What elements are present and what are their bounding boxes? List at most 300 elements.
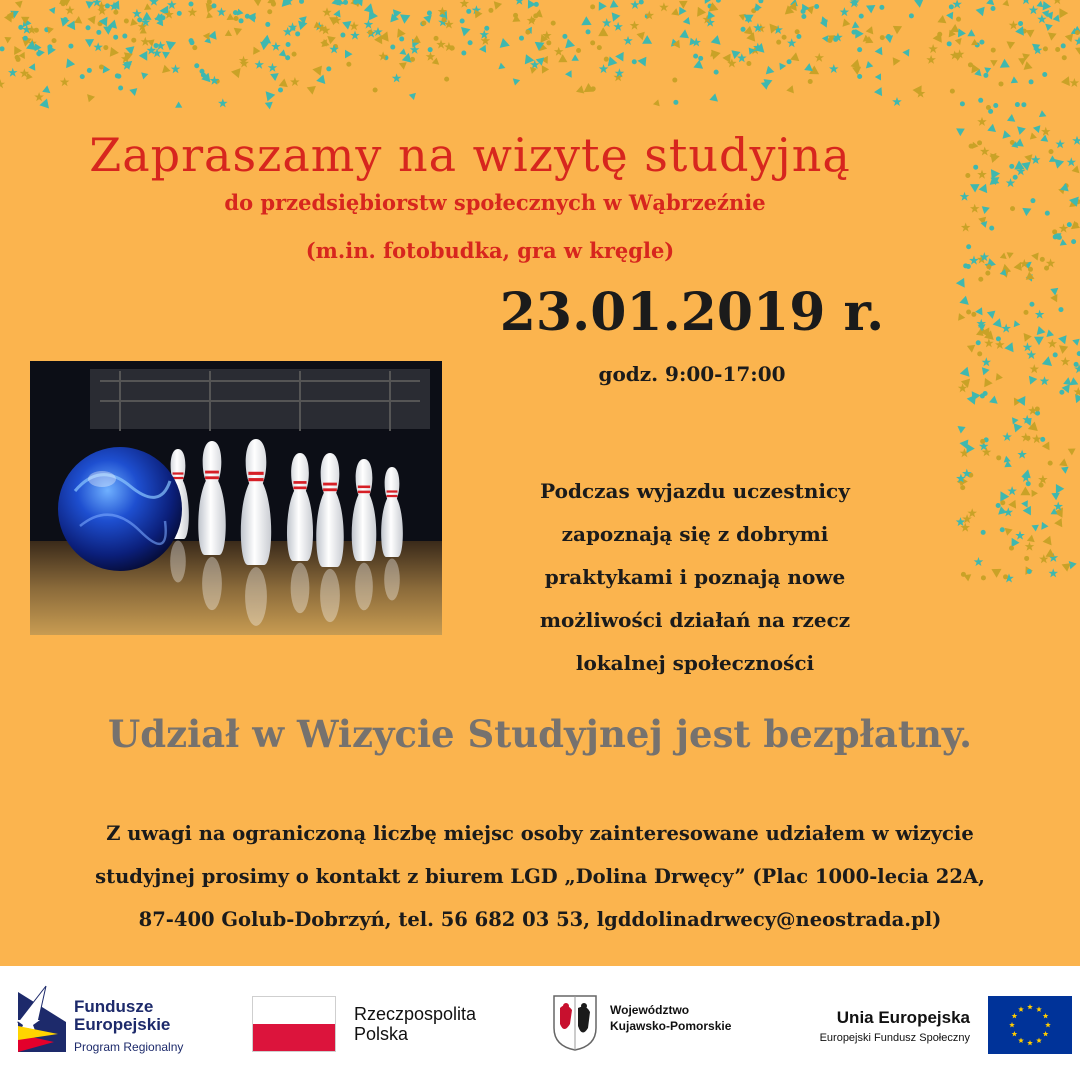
confetti-piece: [1015, 531, 1025, 540]
confetti-piece: [1004, 342, 1013, 352]
confetti-piece: [741, 27, 746, 32]
confetti-piece: [630, 21, 640, 30]
confetti-piece: [709, 93, 718, 101]
confetti-piece: [1002, 0, 1009, 6]
confetti-piece: [987, 311, 996, 319]
confetti-piece: [804, 63, 813, 71]
confetti-piece: [996, 336, 1001, 341]
confetti-piece: [80, 74, 85, 79]
description-line: lokalnej społeczności: [575, 651, 815, 675]
confetti-piece: [436, 40, 446, 49]
confetti-piece: [103, 65, 110, 73]
confetti-piece: [968, 62, 973, 67]
confetti-piece: [698, 56, 703, 61]
confetti-piece: [790, 52, 799, 61]
confetti-piece: [1025, 542, 1035, 551]
confetti-piece: [981, 575, 986, 580]
confetti-piece: [637, 57, 646, 67]
confetti-piece: [1002, 432, 1012, 441]
confetti-piece: [1038, 475, 1048, 484]
confetti-piece: [967, 395, 976, 405]
confetti-piece: [958, 426, 966, 434]
confetti-piece: [892, 97, 902, 106]
confetti-piece: [231, 68, 241, 78]
confetti-piece: [1027, 535, 1035, 542]
confetti-piece: [947, 41, 952, 46]
confetti-piece: [460, 18, 465, 23]
confetti-piece: [782, 35, 787, 40]
confetti-piece: [162, 52, 170, 59]
confetti-piece: [679, 7, 687, 15]
confetti-piece: [1074, 362, 1079, 367]
confetti-piece: [498, 63, 505, 70]
confetti-piece: [1043, 536, 1052, 546]
confetti-piece: [986, 264, 991, 269]
confetti-piece: [468, 40, 473, 45]
confetti-piece: [65, 5, 75, 14]
confetti-piece: [1000, 59, 1010, 68]
confetti-piece: [515, 0, 525, 5]
confetti-piece: [623, 36, 633, 45]
confetti-piece: [110, 47, 119, 57]
confetti-piece: [615, 52, 624, 62]
confetti-piece: [428, 47, 433, 52]
confetti-piece: [1021, 500, 1028, 507]
confetti-piece: [1012, 538, 1020, 547]
confetti-piece: [1049, 568, 1059, 577]
confetti-piece: [637, 32, 645, 40]
confetti-piece: [29, 63, 36, 70]
confetti-piece: [530, 18, 535, 23]
eu-flag: [988, 996, 1072, 1054]
confetti-piece: [1071, 221, 1080, 229]
confetti-piece: [1054, 518, 1062, 527]
confetti-piece: [8, 68, 18, 77]
kp-label-line: Województwo: [610, 1003, 690, 1017]
confetti-piece: [671, 8, 679, 16]
confetti-piece: [1040, 437, 1045, 442]
confetti-piece: [996, 373, 1003, 381]
confetti-piece: [711, 35, 721, 45]
confetti-piece: [956, 278, 965, 288]
contact-line: Z uwagi na ograniczoną liczbę miejsc osoby zainteresowane udziałem w wizycie: [106, 822, 974, 845]
confetti-piece: [977, 117, 987, 126]
confetti-piece: [513, 78, 520, 85]
confetti-piece: [737, 53, 747, 62]
confetti-piece: [852, 67, 861, 75]
free-participation-notice: Udział w Wizycie Studyjnej jest bezpłatny.: [107, 712, 973, 756]
confetti-piece: [787, 38, 797, 47]
confetti-piece: [1059, 8, 1068, 18]
confetti-piece: [255, 60, 265, 69]
confetti-piece: [1048, 33, 1057, 41]
confetti-piece: [1072, 165, 1080, 173]
confetti-piece: [103, 26, 113, 35]
confetti-piece: [171, 64, 181, 73]
confetti-piece: [993, 318, 1002, 327]
confetti-piece: [893, 57, 901, 65]
confetti-piece: [1023, 310, 1028, 315]
confetti-piece: [980, 147, 990, 156]
confetti-piece: [4, 37, 11, 43]
rp-label-line: Rzeczpospolita: [354, 1004, 477, 1024]
confetti-piece: [978, 98, 983, 103]
confetti-piece: [673, 100, 678, 105]
confetti-piece: [1032, 434, 1042, 443]
confetti-piece: [316, 75, 325, 85]
confetti-piece: [66, 58, 75, 68]
confetti-piece: [93, 42, 103, 51]
confetti-piece: [956, 128, 965, 136]
confetti-piece: [1042, 72, 1047, 77]
confetti-piece: [530, 67, 537, 74]
confetti-piece: [333, 10, 340, 18]
confetti-piece: [253, 0, 263, 6]
confetti-piece: [0, 46, 5, 51]
confetti-piece: [270, 73, 279, 81]
confetti-piece: [874, 87, 882, 96]
confetti-piece: [961, 572, 966, 577]
confetti-piece: [265, 22, 270, 27]
confetti-piece: [15, 1, 23, 9]
confetti-piece: [1045, 211, 1050, 216]
confetti-piece: [203, 33, 210, 41]
confetti-piece: [137, 17, 142, 22]
confetti-piece: [989, 396, 998, 404]
confetti-piece: [554, 47, 564, 56]
confetti-piece: [1018, 58, 1026, 65]
confetti-piece: [576, 85, 584, 93]
confetti-piece: [1048, 339, 1058, 348]
confetti-piece: [909, 13, 914, 18]
confetti-piece: [597, 45, 602, 50]
confetti-piece: [1070, 377, 1079, 385]
confetti-piece: [484, 26, 489, 31]
confetti-piece: [852, 21, 860, 28]
confetti-piece: [266, 91, 276, 101]
confetti-piece: [996, 455, 1001, 460]
confetti-piece: [1029, 302, 1034, 307]
confetti-piece: [980, 439, 985, 444]
confetti-piece: [217, 7, 227, 16]
confetti-piece: [290, 26, 295, 31]
confetti-piece: [855, 29, 863, 39]
confetti-piece: [1017, 126, 1026, 134]
confetti-piece: [23, 36, 28, 41]
confetti-piece: [1041, 522, 1048, 530]
confetti-piece: [410, 45, 420, 54]
confetti-piece: [829, 64, 839, 73]
confetti-piece: [711, 50, 721, 60]
confetti-piece: [1031, 253, 1039, 261]
confetti-piece: [60, 77, 70, 86]
confetti-piece: [118, 85, 123, 90]
confetti-piece: [590, 4, 595, 9]
confetti-piece: [105, 3, 110, 8]
confetti-piece: [1046, 330, 1054, 338]
confetti-piece: [1007, 41, 1016, 49]
confetti-piece: [562, 34, 567, 39]
confetti-piece: [991, 569, 1001, 578]
confetti-piece: [397, 28, 406, 37]
confetti-piece: [776, 40, 781, 45]
confetti-piece: [130, 18, 138, 26]
confetti-piece: [542, 65, 549, 73]
confetti-piece: [345, 50, 353, 59]
confetti-piece: [880, 35, 885, 40]
confetti-piece: [1074, 36, 1080, 45]
activities-note: (m.in. fotobudka, gra w kręgle): [305, 238, 675, 263]
confetti-piece: [902, 49, 909, 57]
confetti-piece: [239, 18, 244, 23]
confetti-piece: [1055, 139, 1065, 148]
confetti-piece: [326, 66, 331, 71]
confetti-piece: [959, 296, 968, 305]
confetti-piece: [1043, 1, 1052, 10]
confetti-piece: [591, 86, 596, 91]
confetti-piece: [866, 61, 873, 68]
confetti-piece: [461, 27, 471, 36]
confetti-piece: [746, 61, 751, 66]
confetti-piece: [1014, 262, 1022, 271]
confetti-piece: [787, 59, 792, 64]
confetti-piece: [950, 24, 959, 32]
confetti-piece: [984, 338, 994, 347]
confetti-piece: [1035, 407, 1040, 412]
confetti-piece: [87, 68, 92, 73]
confetti-piece: [122, 34, 127, 39]
confetti-piece: [290, 77, 300, 86]
confetti-piece: [399, 36, 404, 41]
confetti-piece: [1015, 26, 1024, 36]
description-line: możliwości działań na rzecz: [539, 608, 851, 632]
confetti-piece: [1000, 500, 1005, 505]
confetti-piece: [227, 13, 235, 20]
confetti-piece: [979, 40, 984, 45]
confetti-piece: [116, 74, 121, 79]
confetti-piece: [373, 27, 383, 36]
confetti-piece: [194, 63, 199, 68]
confetti-piece: [38, 49, 45, 56]
confetti-piece: [188, 2, 193, 7]
confetti-piece: [409, 93, 416, 100]
confetti-piece: [1072, 339, 1079, 346]
confetti-piece: [14, 46, 22, 55]
confetti-piece: [996, 503, 1001, 508]
confetti-piece: [298, 21, 307, 30]
confetti-piece: [322, 7, 332, 16]
confetti-piece: [1018, 21, 1023, 26]
confetti-piece: [103, 45, 108, 50]
confetti-piece: [1055, 47, 1060, 52]
contact-line: 87-400 Golub-Dobrzyń, tel. 56 682 03 53, lgddolinadrwecy@neostrada.pl): [138, 908, 942, 931]
confetti-piece: [399, 62, 407, 69]
confetti-piece: [1068, 449, 1076, 456]
confetti-piece: [432, 58, 439, 65]
confetti-piece: [1040, 257, 1045, 262]
confetti-piece: [279, 79, 288, 88]
confetti-piece: [1031, 155, 1041, 164]
confetti-piece: [268, 63, 278, 72]
confetti-piece: [260, 42, 269, 50]
confetti-piece: [299, 0, 304, 4]
confetti-piece: [1062, 55, 1067, 60]
confetti-piece: [795, 29, 800, 34]
confetti-piece: [983, 73, 988, 78]
confetti-piece: [693, 60, 703, 69]
confetti-piece: [1024, 333, 1032, 342]
confetti-piece: [1075, 30, 1080, 35]
confetti-piece: [203, 75, 208, 80]
confetti-piece: [963, 263, 968, 268]
confetti-piece: [373, 87, 378, 92]
confetti-piece: [977, 170, 987, 179]
confetti-piece: [1059, 390, 1064, 395]
fe-label-line: Europejskie: [74, 1015, 171, 1034]
confetti-piece: [488, 8, 493, 13]
confetti-piece: [1040, 376, 1050, 385]
confetti-piece: [233, 10, 238, 15]
confetti-piece: [1065, 34, 1073, 43]
confetti-piece: [410, 57, 415, 62]
confetti-piece: [1034, 337, 1044, 346]
confetti-piece: [113, 10, 118, 15]
confetti-piece: [754, 6, 759, 11]
confetti-piece: [206, 12, 213, 19]
confetti-piece: [1044, 266, 1049, 271]
confetti-piece: [1043, 46, 1048, 51]
confetti-piece: [49, 7, 56, 14]
confetti-piece: [1029, 79, 1034, 84]
rp-label: [354, 1004, 476, 1044]
confetti-piece: [967, 29, 975, 36]
confetti-piece: [1009, 164, 1014, 169]
confetti-piece: [1061, 43, 1066, 48]
confetti-piece: [1009, 20, 1019, 29]
confetti-piece: [1027, 569, 1032, 574]
confetti-piece: [132, 9, 142, 18]
confetti-piece: [461, 51, 466, 56]
confetti-piece: [693, 54, 698, 59]
confetti-piece: [74, 16, 82, 24]
confetti-piece: [1017, 396, 1026, 406]
confetti-piece: [139, 51, 148, 61]
confetti-piece: [602, 18, 612, 27]
confetti-piece: [1000, 491, 1009, 501]
confetti-piece: [1037, 14, 1047, 23]
confetti-piece: [99, 64, 104, 69]
confetti-piece: [1059, 458, 1068, 466]
confetti-piece: [1062, 563, 1071, 571]
confetti-piece: [188, 8, 198, 17]
confetti-piece: [993, 103, 998, 108]
fundusze-europejskie-logo: [14, 982, 70, 1058]
confetti-piece: [989, 226, 994, 231]
confetti-piece: [950, 89, 955, 94]
confetti-piece: [971, 312, 976, 317]
confetti-piece: [1037, 1, 1044, 8]
confetti-piece: [991, 48, 996, 53]
confetti-piece: [1048, 461, 1053, 466]
confetti-piece: [1023, 342, 1032, 351]
confetti-piece: [175, 102, 182, 108]
confetti-piece: [982, 367, 990, 375]
confetti-piece: [586, 29, 591, 34]
confetti-piece: [840, 7, 850, 16]
confetti-piece: [340, 33, 345, 38]
confetti-piece: [1053, 0, 1063, 4]
confetti-piece: [1024, 61, 1033, 70]
confetti-piece: [466, 9, 471, 14]
confetti-piece: [519, 36, 524, 41]
fe-program: Program Regionalny: [74, 1040, 184, 1054]
confetti-piece: [444, 77, 449, 82]
confetti-piece: [697, 7, 706, 17]
confetti-piece: [166, 41, 176, 51]
confetti-piece: [1014, 320, 1021, 327]
confetti-piece: [412, 35, 421, 43]
confetti-piece: [1037, 326, 1046, 335]
confetti-piece: [983, 391, 988, 396]
confetti-piece: [977, 351, 982, 356]
confetti-piece: [766, 66, 775, 75]
confetti-piece: [1015, 102, 1020, 107]
confetti-piece: [986, 105, 991, 110]
confetti-piece: [808, 79, 813, 84]
confetti-piece: [796, 34, 801, 39]
confetti-piece: [332, 0, 341, 6]
invitation-title: Zapraszamy na wizytę studyjną: [89, 128, 851, 182]
confetti-piece: [744, 15, 754, 24]
confetti-piece: [1003, 574, 1008, 579]
confetti-piece: [952, 0, 962, 8]
confetti-piece: [985, 271, 990, 276]
confetti-piece: [368, 30, 373, 35]
confetti-piece: [285, 55, 290, 60]
confetti-piece: [705, 0, 711, 4]
confetti-piece: [814, 4, 819, 9]
confetti-piece: [265, 102, 273, 110]
confetti-piece: [960, 485, 965, 490]
confetti-piece: [565, 70, 572, 78]
confetti-piece: [995, 340, 1005, 349]
confetti-piece: [350, 31, 360, 40]
confetti-piece: [253, 47, 260, 55]
confetti-piece: [1030, 133, 1037, 140]
confetti-piece: [1021, 0, 1030, 4]
polish-flag: [252, 996, 336, 1052]
confetti-piece: [1032, 525, 1039, 532]
confetti-piece: [1041, 127, 1051, 136]
confetti-piece: [679, 29, 689, 38]
confetti-piece: [1058, 335, 1067, 344]
confetti-piece: [822, 35, 829, 42]
confetti-piece: [1022, 208, 1031, 216]
confetti-piece: [129, 88, 137, 96]
confetti-piece: [1042, 356, 1052, 366]
confetti-piece: [131, 38, 136, 43]
confetti-piece: [960, 101, 965, 106]
confetti-piece: [572, 54, 579, 60]
confetti-piece: [1060, 239, 1067, 246]
confetti-piece: [479, 45, 486, 53]
confetti-piece: [1056, 484, 1064, 494]
confetti-piece: [167, 0, 177, 9]
confetti-piece: [1053, 15, 1060, 23]
confetti-piece: [234, 16, 239, 21]
confetti-piece: [1067, 222, 1072, 227]
confetti-piece: [1006, 178, 1016, 187]
